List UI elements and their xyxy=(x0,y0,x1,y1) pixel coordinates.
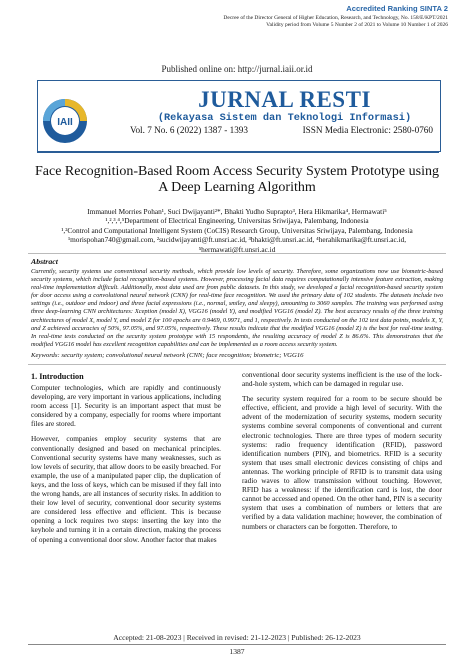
keywords: Keywords: security system; convolutional neural network (CNN; face recognition; biometric; VGG16 xyxy=(31,352,304,359)
affiliation-1: ¹,²,³,⁴,⁵Department of Electrical Engineering, Universitas Sriwijaya, Palembang, Indonesia xyxy=(105,216,369,226)
paragraph: The security system required for a room to be secure should be effective, efficient, and provide a high level of security. With the advent of the modernization of security systems, modern security systems combine several components of conventional and current electronic technologies. There are three types of modern security systems: radio frequency identification (RFID), password identification numbers (PIN), and biometrics. RFID is a security system that uses small electronic devices consisting of chips and antennas. The working principle of RFID is to transmit data using radio waves to allow transmission without touching. However, RFID has a weakness: if the identification card is lost, the door cannot be accessed and opened. On the other hand, PIN is a security system that uses a combination of numbers or letters that are verified by a data validation machine; however, the combination of numbers or characters can be forgotten. Therefore, to xyxy=(242,394,442,531)
article-dates: Accepted: 21-08-2023 | Received in revised: 21-12-2023 | Published: 26-12-2023 xyxy=(113,633,361,642)
author-list: Immanuel Morries Pohan¹, Suci Dwijayanti²*, Bhakti Yudho Suprapto³, Hera Hikmarika⁴, Hermawati⁵ xyxy=(87,207,387,216)
paragraph: conventional door security systems inefficient is the use of the lock-and-hole system, which can be damaged in regular use. xyxy=(242,370,442,389)
journal-title: JURNAL RESTI xyxy=(198,87,371,112)
journal-volume-line xyxy=(130,125,439,138)
decree-line-1: Decree of the Director General of Higher Education, Research, and Technology, No. 158/E/KPT/2021 xyxy=(223,15,448,21)
author-emails-1: ¹morispohan740@gmail.com, ²sucidwijayanti@ft.unsri.ac.id, ³bhakti@ft.unsri.ac.id, ⁴herahikmarika@ft.unsri.ac.id, xyxy=(67,235,407,245)
decree-line-2: Validity period from Volume 5 Number 2 of 2021 to Volume 10 Number 1 of 2026 xyxy=(266,22,448,28)
article-title xyxy=(30,164,444,196)
left-column xyxy=(31,383,221,550)
published-online: Published online on: http://jurnal.iaii.or.id xyxy=(161,64,313,74)
affiliation-2: ¹,²Control and Computational Intelligent System (CoCIS) Research Group, Universitas Sriwijaya, Palembang, Indonesia xyxy=(61,225,413,235)
right-column xyxy=(242,370,442,537)
logo-text: IAII xyxy=(57,117,73,128)
abstract-heading: Abstract xyxy=(31,257,58,266)
footer-divider xyxy=(28,644,446,645)
paragraph: Computer technologies, which are rapidly and continuously developing, are very important in various applications, including room access [1]. Security is an important aspect that must be considered by a company, especially for rooms where important files are stored. xyxy=(31,383,221,429)
page-number: 1387 xyxy=(229,647,245,656)
journal-volume: Vol. 7 No. 6 (2022) 1387 - 1393 xyxy=(130,125,248,135)
article-title-line-1: Face Recognition-Based Room Access Security System Prototype using xyxy=(34,164,439,179)
decree-block xyxy=(223,15,448,29)
header-divider xyxy=(37,152,439,153)
article-title-line-2: A Deep Learning Algorithm xyxy=(158,180,316,195)
journal-issn: ISSN Media Electronic: 2580-0760 xyxy=(302,125,433,135)
abstract-text: Currently, security systems use conventional security methods, which provide low levels of security. Therefore, some organizations now use biometric-based security systems, which include facial recognition-based systems. However, processing facial data requires computationally intensive feature extraction, making real-time implementation difficult. Additionally, most data used are from public datasets. In this study, we developed a facial recognition-based security system for door access using a convolutional neural network (CNN) for real-time face recognition. We used the primary data of 102 students. The datasets include two settings (i.e., outdoor and indoor) and three facial expressions (i.e., normal, smiley, and sleepy), amounting to 3060 samples. The training was performed using three deep-learning CNN architectures: Xception (model X), VGG16 (model Y), and modified VGG16 (model Z). The best accuracy results of the three training architectures of model X, model Y, and model Z for 100 epochs are 0.9469, 0.9971, and 1, respectively. In tests conducted on the 102 test data points, models X, Y, and Z achieved accuracies of 50%, 97.05%, and 97.05%, respectively. These results indicate that the modified VGG16 (model Z) is the best for real-time testing. In real-time tests conducted on the security system prototype with 15 respondents, the resulting accuracy of model Z is 86.6%. This demonstrates that the modified VGG16 model has excellent recognition capabilities and can be implemented as a room access security system. xyxy=(31,268,443,348)
author-block xyxy=(30,207,444,254)
accreditation-label: Accredited Ranking SINTA 2 xyxy=(346,4,448,13)
iaii-logo-icon xyxy=(40,96,90,146)
paragraph: However, companies employ security systems that are conventionally designed and based on mechanical principles. Conventional security systems have many weaknesses, such as low levels of security, that allow doors to be easily breached. For example, the use of a manipulated paper clip, the duplication of keys, and the loss of keys, which can be misused if they fall into the wrong hands, are all instances of security risks. In addition to their low level of security, conventional door security systems are considered less effective and efficient. This is because opening a lock requires two steps: inserting the key into the keyhole and turning it in a certain direction, making the process of opening a conventional door slow. Another factor that makes xyxy=(31,434,221,544)
author-emails-2: ⁵hermawati@ft.unsri.ac.id xyxy=(198,244,276,254)
section-heading-introduction: 1. Introduction xyxy=(31,372,84,381)
journal-subtitle: (Rekayasa Sistem dan Teknologi Informasi) xyxy=(157,112,412,124)
